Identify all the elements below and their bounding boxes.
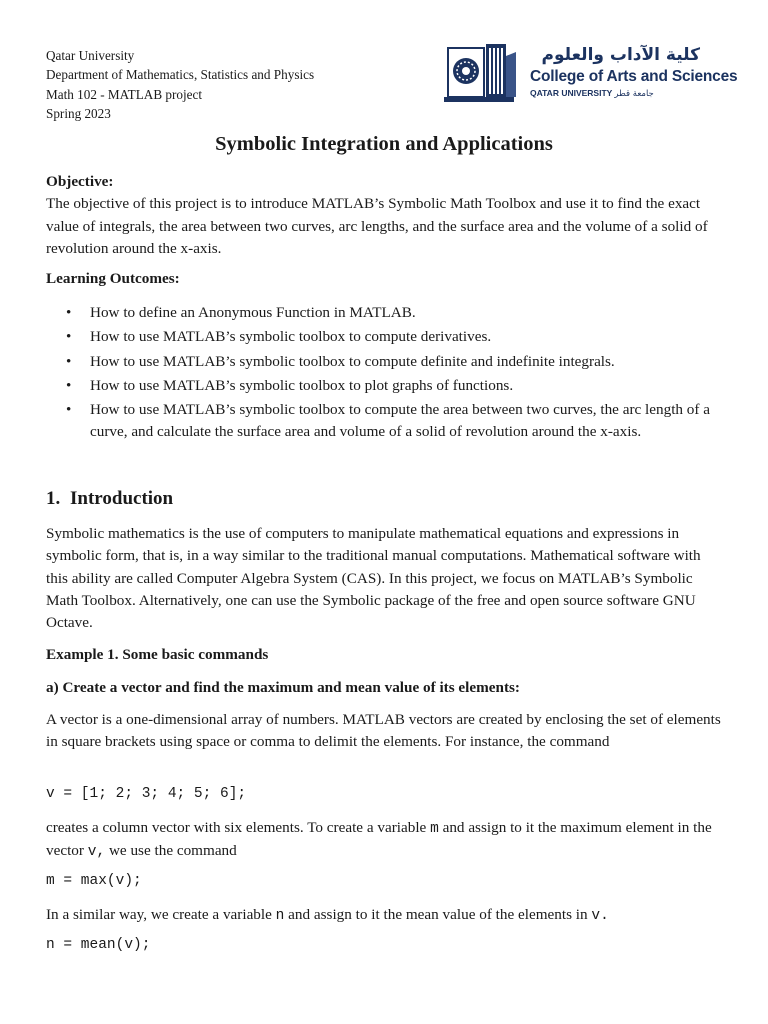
text-span: In a similar way, we create a variable — [46, 906, 276, 923]
list-item-text: How to use MATLAB’s symbolic toolbox to compute the area between two curves, the arc length of a curve, and calculate the surface area and volume of a solid of revolution around the x-axis. — [90, 401, 711, 441]
document-title: Symbolic Integration and Applications — [215, 133, 553, 155]
text-span: and assign to it the maximum element in the vector — [46, 819, 712, 860]
section-heading — [46, 488, 173, 510]
section-title: Introduction — [70, 488, 174, 509]
list-item — [46, 326, 722, 348]
header-info — [46, 46, 314, 124]
college-name-english: College of Arts and Sciences — [530, 68, 738, 85]
bullet-icon: • — [66, 352, 72, 370]
department-name: Department of Mathematics, Statistics and Physics — [46, 67, 315, 83]
university-label-arabic: جامعة قطر — [614, 89, 654, 99]
college-logo — [444, 42, 738, 104]
university-label — [530, 88, 654, 99]
college-emblem-icon — [444, 42, 528, 104]
example-heading: Example 1. Some basic commands — [46, 646, 269, 663]
mean-description — [46, 904, 722, 927]
bullet-icon: • — [66, 304, 72, 321]
inline-code: m — [430, 821, 439, 837]
section-number: 1. — [46, 488, 61, 509]
code-line-max: m = max(v); — [46, 873, 142, 889]
text-span: creates a column vector with six elements. To create a variable — [46, 819, 431, 836]
list-item-text: How to use MATLAB’s symbolic toolbox to plot graphs of functions. — [90, 376, 514, 394]
bullet-icon: • — [66, 328, 72, 346]
college-name-arabic: كلية الآداب والعلوم — [541, 45, 700, 65]
university-name: Qatar University — [46, 48, 135, 63]
introduction-text: Symbolic mathematics is the use of computers to manipulate mathematical equations and expressions in symbolic form, that is, in a way similar to the traditional manual computations. Mathematical software with this ability are called Computer Algebra System (CAS). In this project, we focus on MATLAB’s Symbolic Math Toolbox. Alternatively, one can use the Symbolic package of the free and open source software GNU Octave. — [46, 525, 701, 632]
bullet-icon: • — [66, 376, 72, 394]
inline-code: v, — [87, 844, 106, 861]
semester: Spring 2023 — [46, 106, 111, 122]
example-part-a-heading: a) Create a vector and find the maximum and mean value of its elements: — [46, 679, 520, 696]
objective-block — [46, 171, 722, 260]
inline-code: v. — [591, 908, 609, 924]
list-item — [46, 302, 722, 324]
list-item — [46, 351, 722, 373]
list-item — [46, 399, 722, 444]
code-line-vector: v = [1; 2; 3; 4; 5; 6]; — [46, 786, 247, 802]
vector-description: A vector is a one-dimensional array of numbers. MATLAB vectors are created by enclosing the set of elements in square brackets using space or comma to delimit the elements. For instance, the command — [46, 711, 721, 751]
list-item-text: How to use MATLAB’s symbolic toolbox to compute derivatives. — [90, 328, 492, 346]
learning-outcomes-heading: Learning Outcomes: — [46, 270, 180, 287]
text-span: we use the command — [105, 842, 237, 860]
list-item-text: How to use MATLAB’s symbolic toolbox to compute definite and indefinite integrals. — [90, 352, 615, 370]
code-line-mean: n = mean(v); — [46, 937, 151, 953]
university-label-english: QATAR UNIVERSITY — [530, 88, 613, 98]
learning-outcomes-list — [46, 302, 722, 446]
list-item-text: How to define an Anonymous Function in MATLAB. — [90, 304, 416, 321]
inline-code: n — [275, 908, 285, 924]
objective-text: The objective of this project is to introduce MATLAB’s Symbolic Math Toolbox and use it to find the exact value of integrals, the area between two curves, arc lengths, and the surface area and the volume of a solid of revolution around the x-axis. — [46, 195, 708, 257]
document-page — [46, 0, 738, 1024]
list-item — [46, 375, 722, 397]
text-span: and assign to it the mean value of the elements in — [284, 906, 592, 923]
bullet-icon: • — [66, 401, 72, 419]
objective-heading: Objective: — [46, 173, 114, 190]
course-name: Math 102 - MATLAB project — [46, 86, 203, 102]
max-description — [46, 817, 722, 864]
